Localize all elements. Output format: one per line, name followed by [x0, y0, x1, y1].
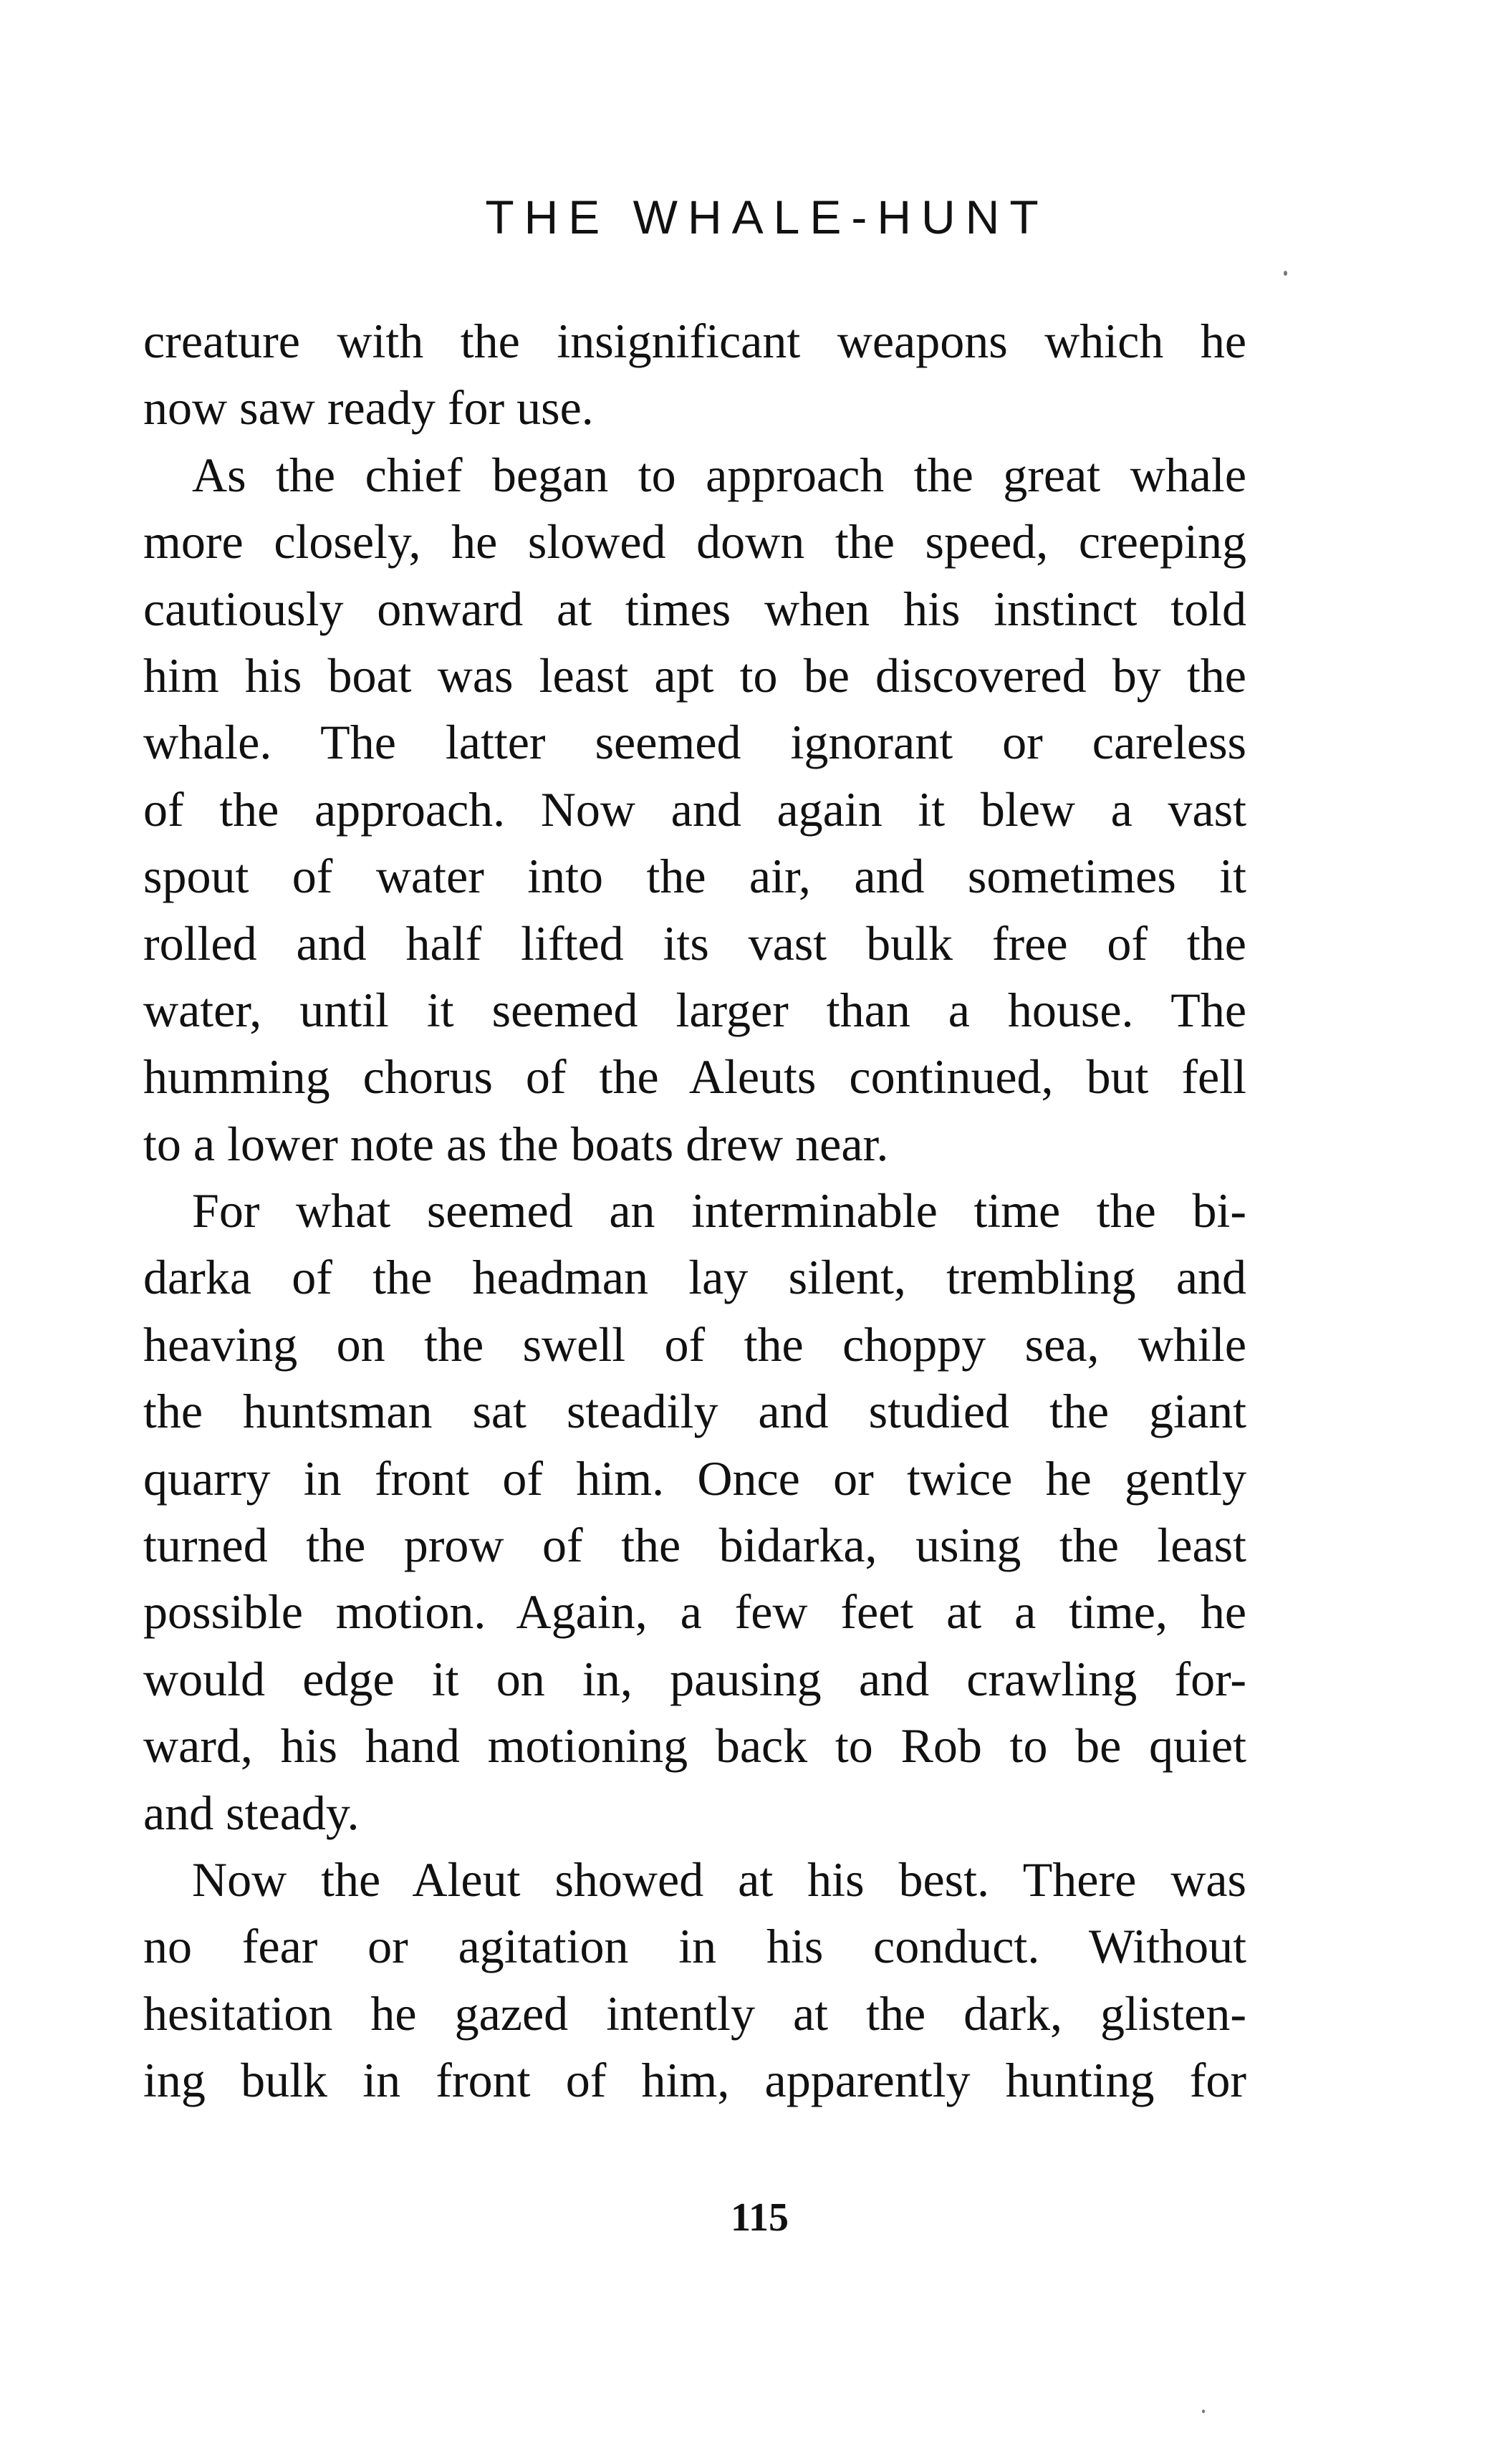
- text-line: no fear or agitation in his conduct. Without: [143, 1919, 1246, 1974]
- body-text: [143, 308, 1246, 2114]
- text-line: rolled and half lifted its vast bulk free of the: [143, 915, 1246, 971]
- text-line: cautiously onward at times when his instinct told: [143, 581, 1246, 636]
- text-line: Now the Aleut showed at his best. There was: [192, 1852, 1246, 1907]
- ink-speck: [1284, 271, 1287, 276]
- text-line: hesitation he gazed intently at the dark, glisten-: [143, 1986, 1246, 2041]
- text-line: the huntsman sat steadily and studied the giant: [143, 1384, 1246, 1439]
- text-line: darka of the headman lay silent, trembling and: [143, 1250, 1246, 1305]
- text-line: ward, his hand motioning back to Rob to be quiet: [143, 1718, 1246, 1774]
- text-line: turned the prow of the bidarka, using the least: [143, 1518, 1246, 1573]
- text-line: ing bulk in front of him, apparently hunting for: [143, 2053, 1246, 2108]
- text-line: now saw ready for use.: [143, 380, 594, 435]
- text-line: more closely, he slowed down the speed, creeping: [143, 514, 1246, 569]
- text-line: creature with the insignificant weapons which he: [143, 314, 1246, 368]
- page-number: 115: [731, 2195, 789, 2240]
- text-line: quarry in front of him. Once or twice he gently: [143, 1450, 1246, 1506]
- text-line: possible motion. Again, a few feet at a time, he: [143, 1584, 1246, 1640]
- text-line: heaving on the swell of the choppy sea, while: [143, 1317, 1246, 1372]
- text-line: water, until it seemed larger than a house. The: [143, 982, 1246, 1037]
- text-line: For what seemed an interminable time the bi-: [192, 1183, 1246, 1238]
- text-line: whale. The latter seemed ignorant or careless: [143, 715, 1246, 770]
- text-line: spout of water into the air, and sometimes it: [143, 849, 1246, 904]
- text-line: of the approach. Now and again it blew a vast: [143, 781, 1246, 837]
- text-line: would edge it on in, pausing and crawling for-: [143, 1651, 1246, 1706]
- text-line: to a lower note as the boats drew near.: [143, 1116, 889, 1171]
- running-head: THE WHALE-HUNT: [485, 191, 1049, 244]
- ink-speck: [1202, 2410, 1205, 2413]
- text-line: As the chief began to approach the great whale: [192, 447, 1246, 502]
- text-line: and steady.: [143, 1785, 360, 1840]
- text-line: humming chorus of the Aleuts continued, but fell: [143, 1049, 1246, 1105]
- text-line: him his boat was least apt to be discovered by the: [143, 648, 1246, 703]
